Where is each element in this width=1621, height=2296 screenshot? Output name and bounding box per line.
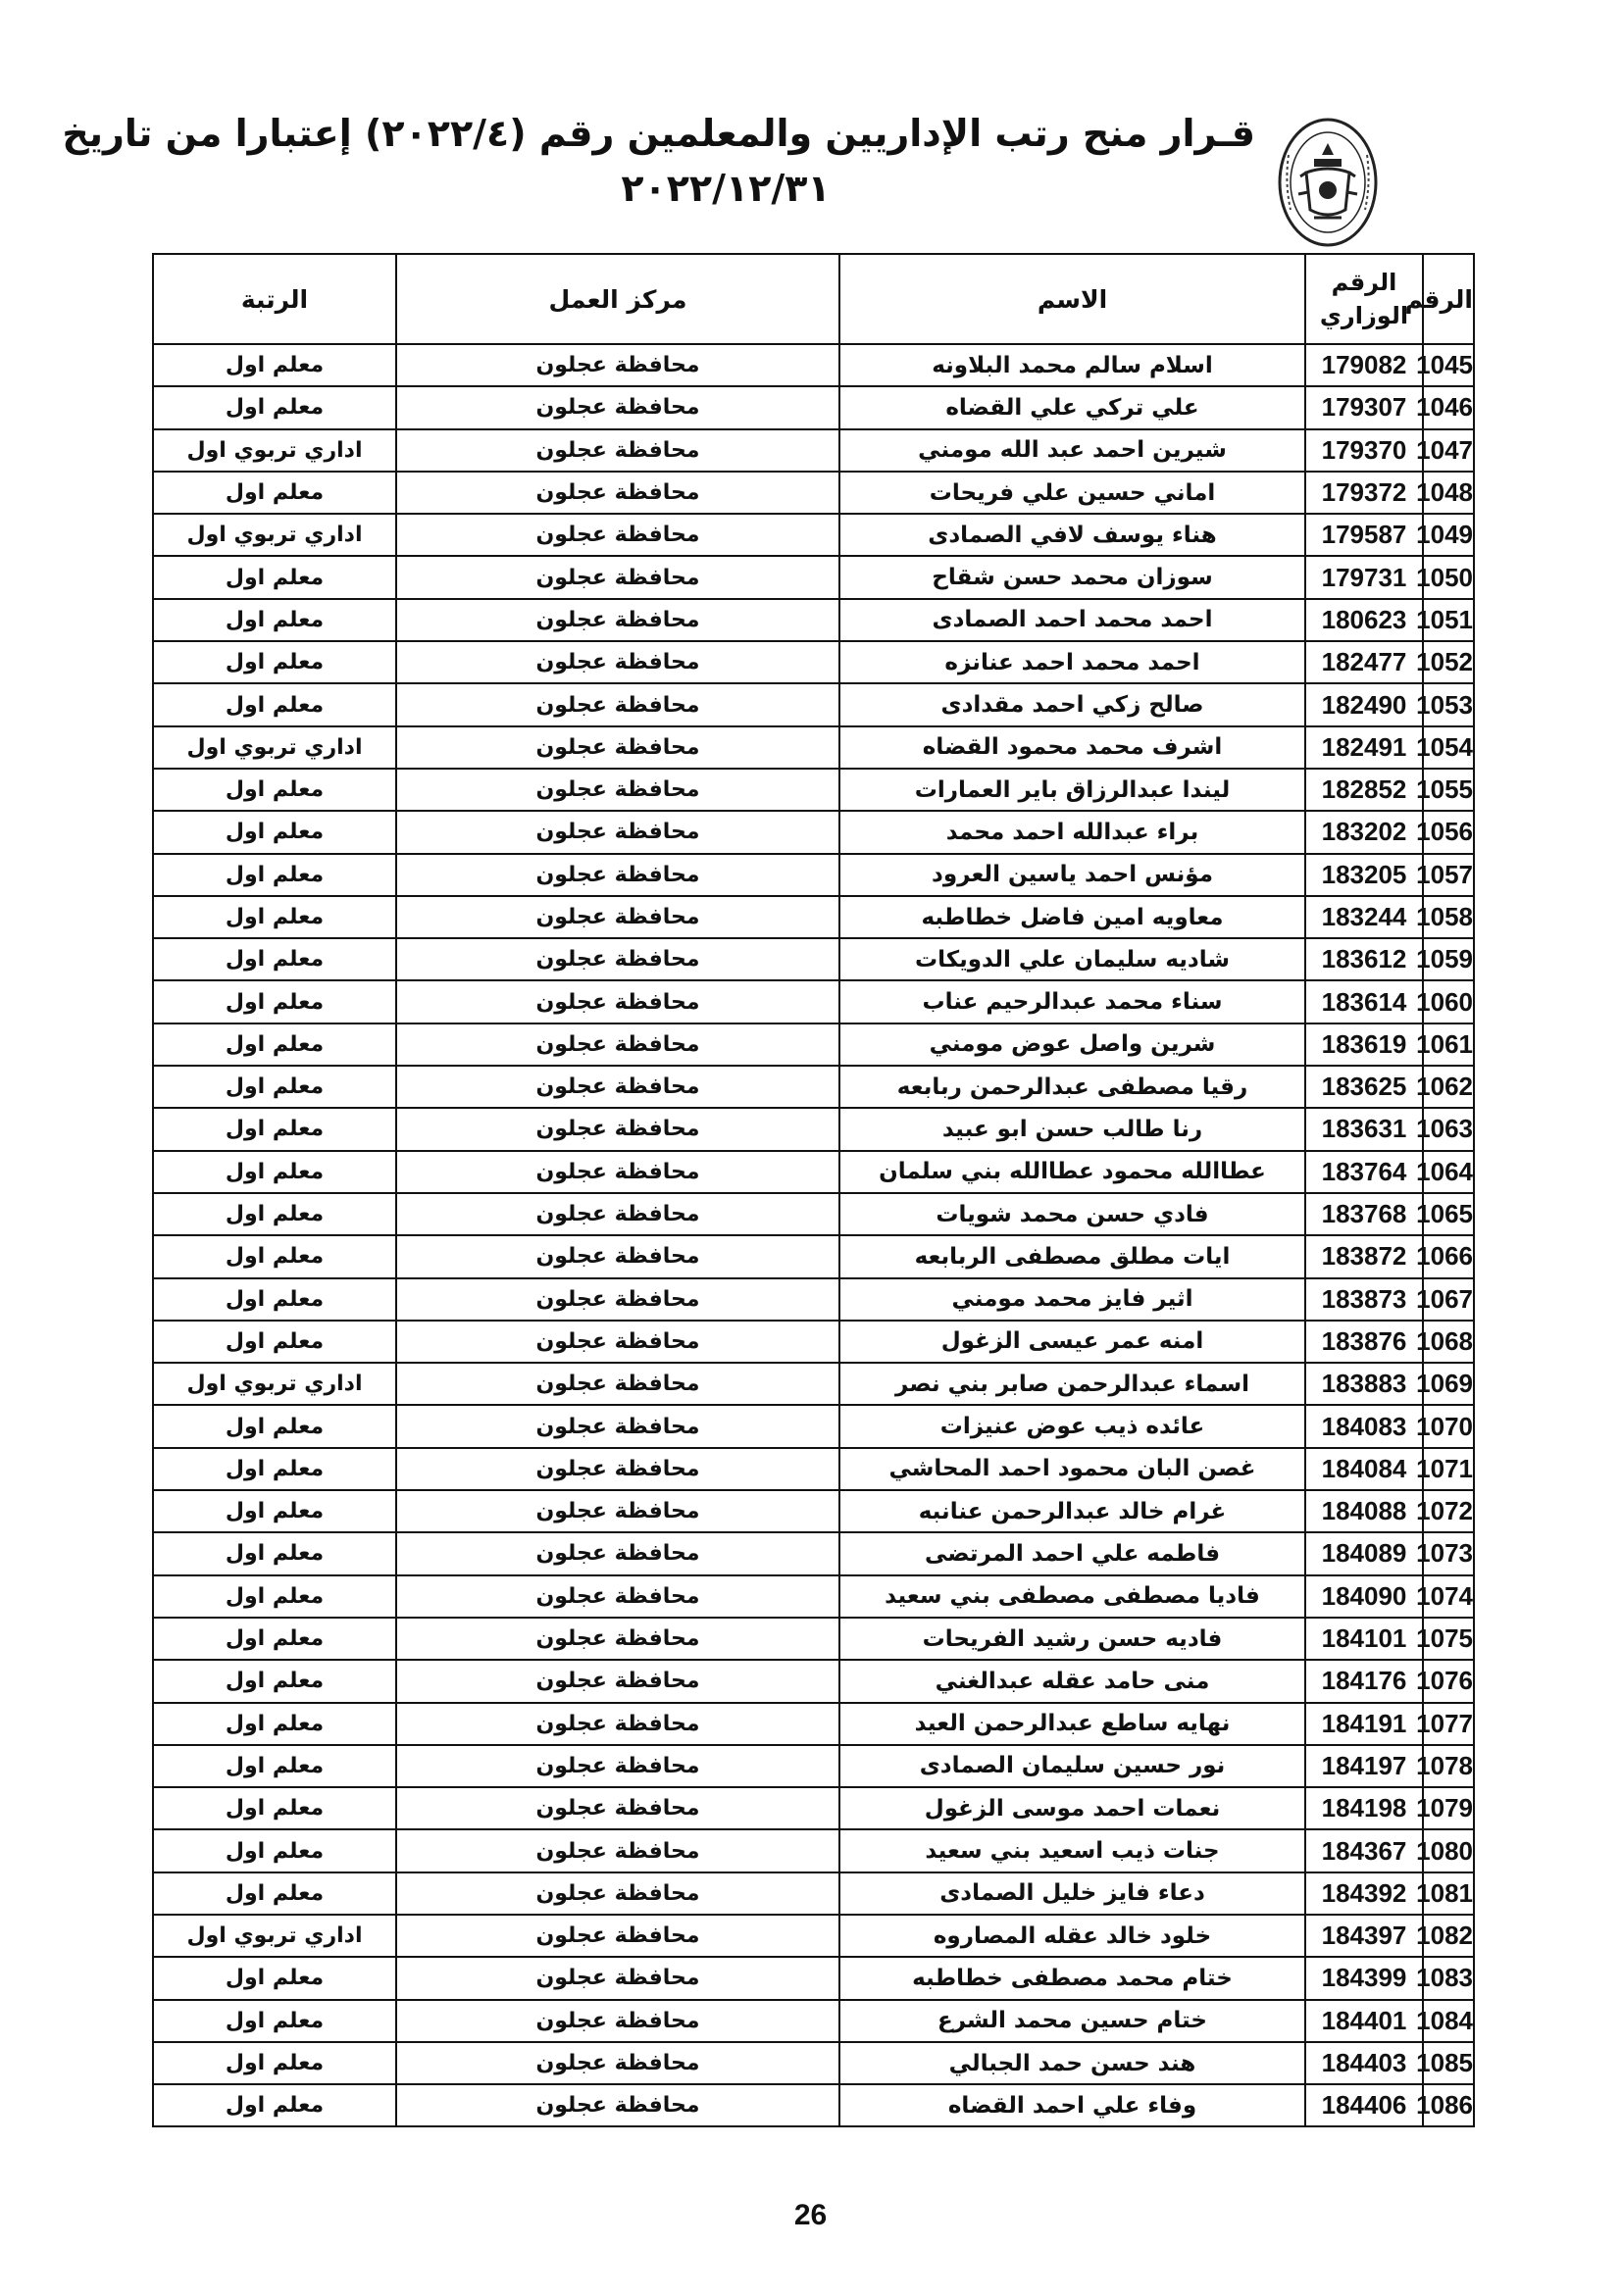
table-row xyxy=(153,2042,1474,2084)
cell-name: غصن البان محمود احمد المحاشي xyxy=(839,1448,1305,1490)
cell-name: فاطمه علي احمد المرتضى xyxy=(839,1532,1305,1574)
table-row xyxy=(153,1023,1474,1066)
cell-ministry-number: 179372 xyxy=(1305,472,1423,514)
cell-ministry-number: 180623 xyxy=(1305,599,1423,641)
cell-ministry-number: 184084 xyxy=(1305,1448,1423,1490)
cell-name: منى حامد عقله عبدالغني xyxy=(839,1660,1305,1702)
cell-seq: 1080 xyxy=(1423,1829,1474,1872)
table-row xyxy=(153,896,1474,938)
table-row xyxy=(153,1490,1474,1532)
cell-workplace: محافظة عجلون xyxy=(396,938,839,980)
cell-workplace: محافظة عجلون xyxy=(396,1829,839,1872)
cell-workplace: محافظة عجلون xyxy=(396,1448,839,1490)
table-row xyxy=(153,1405,1474,1447)
cell-rank: معلم اول xyxy=(153,769,396,811)
table-row xyxy=(153,1108,1474,1150)
cell-ministry-number: 184083 xyxy=(1305,1405,1423,1447)
cell-workplace: محافظة عجلون xyxy=(396,472,839,514)
cell-seq: 1065 xyxy=(1423,1193,1474,1235)
cell-workplace: محافظة عجلون xyxy=(396,1108,839,1150)
cell-name: هناء يوسف لافي الصمادى xyxy=(839,514,1305,556)
cell-seq: 1086 xyxy=(1423,2084,1474,2126)
table-row xyxy=(153,1915,1474,1957)
cell-name: شرين واصل عوض مومني xyxy=(839,1023,1305,1066)
cell-name: سوزان محمد حسن شقاح xyxy=(839,556,1305,598)
cell-seq: 1063 xyxy=(1423,1108,1474,1150)
cell-seq: 1046 xyxy=(1423,386,1474,428)
cell-ministry-number: 184403 xyxy=(1305,2042,1423,2084)
cell-rank: معلم اول xyxy=(153,2042,396,2084)
cell-seq: 1055 xyxy=(1423,769,1474,811)
table-row xyxy=(153,1363,1474,1405)
cell-name: رقيا مصطفى عبدالرحمن ربابعه xyxy=(839,1066,1305,1108)
cell-seq: 1072 xyxy=(1423,1490,1474,1532)
cell-ministry-number: 184088 xyxy=(1305,1490,1423,1532)
cell-name: اسلام سالم محمد البلاونه xyxy=(839,344,1305,386)
cell-rank: معلم اول xyxy=(153,344,396,386)
cell-workplace: محافظة عجلون xyxy=(396,1915,839,1957)
table-row xyxy=(153,1787,1474,1829)
cell-seq: 1047 xyxy=(1423,429,1474,472)
cell-rank: معلم اول xyxy=(153,1490,396,1532)
cell-rank: معلم اول xyxy=(153,1575,396,1618)
cell-seq: 1061 xyxy=(1423,1023,1474,1066)
cell-ministry-number: 183876 xyxy=(1305,1321,1423,1363)
cell-workplace: محافظة عجلون xyxy=(396,1872,839,1915)
cell-rank: معلم اول xyxy=(153,2084,396,2126)
cell-rank: معلم اول xyxy=(153,1448,396,1490)
cell-workplace: محافظة عجلون xyxy=(396,1745,839,1787)
cell-seq: 1082 xyxy=(1423,1915,1474,1957)
cell-name: صالح زكي احمد مقدادى xyxy=(839,683,1305,725)
table-row xyxy=(153,1193,1474,1235)
table-row xyxy=(153,1703,1474,1745)
cell-rank: معلم اول xyxy=(153,938,396,980)
table-row xyxy=(153,344,1474,386)
cell-rank: معلم اول xyxy=(153,1532,396,1574)
cell-workplace: محافظة عجلون xyxy=(396,1787,839,1829)
cell-ministry-number: 184191 xyxy=(1305,1703,1423,1745)
cell-rank: معلم اول xyxy=(153,1787,396,1829)
cell-workplace: محافظة عجلون xyxy=(396,2084,839,2126)
cell-rank: اداري تربوي اول xyxy=(153,514,396,556)
cell-workplace: محافظة عجلون xyxy=(396,1703,839,1745)
cell-seq: 1085 xyxy=(1423,2042,1474,2084)
cell-rank: معلم اول xyxy=(153,556,396,598)
cell-seq: 1062 xyxy=(1423,1066,1474,1108)
cell-workplace: محافظة عجلون xyxy=(396,641,839,683)
cell-rank: معلم اول xyxy=(153,1066,396,1108)
cell-ministry-number: 179731 xyxy=(1305,556,1423,598)
cell-name: ختام حسين محمد الشرع xyxy=(839,2000,1305,2042)
table-row xyxy=(153,2000,1474,2042)
table-header-row xyxy=(153,254,1474,344)
cell-name: ليندا عبدالرزاق باير العمارات xyxy=(839,769,1305,811)
cell-ministry-number: 183205 xyxy=(1305,854,1423,896)
page-title xyxy=(62,106,1255,216)
cell-seq: 1073 xyxy=(1423,1532,1474,1574)
page-number: 26 xyxy=(793,2199,828,2231)
table-row xyxy=(153,854,1474,896)
cell-workplace: محافظة عجلون xyxy=(396,514,839,556)
cell-seq: 1075 xyxy=(1423,1618,1474,1660)
cell-workplace: محافظة عجلون xyxy=(396,1660,839,1702)
ministry-emblem-icon xyxy=(1277,116,1379,249)
cell-seq: 1057 xyxy=(1423,854,1474,896)
cell-workplace: محافظة عجلون xyxy=(396,1151,839,1193)
table-row xyxy=(153,556,1474,598)
cell-workplace: محافظة عجلون xyxy=(396,980,839,1023)
cell-rank: معلم اول xyxy=(153,1745,396,1787)
cell-ministry-number: 184198 xyxy=(1305,1787,1423,1829)
header-rank: الرتبة xyxy=(153,254,396,344)
cell-seq: 1077 xyxy=(1423,1703,1474,1745)
cell-seq: 1049 xyxy=(1423,514,1474,556)
table-row xyxy=(153,980,1474,1023)
cell-name: غرام خالد عبدالرحمن عنانبه xyxy=(839,1490,1305,1532)
cell-ministry-number: 184401 xyxy=(1305,2000,1423,2042)
cell-seq: 1083 xyxy=(1423,1957,1474,1999)
cell-workplace: محافظة عجلون xyxy=(396,599,839,641)
cell-ministry-number: 184397 xyxy=(1305,1915,1423,1957)
cell-workplace: محافظة عجلون xyxy=(396,1321,839,1363)
cell-workplace: محافظة عجلون xyxy=(396,683,839,725)
table-row xyxy=(153,938,1474,980)
cell-rank: معلم اول xyxy=(153,1321,396,1363)
cell-ministry-number: 182490 xyxy=(1305,683,1423,725)
cell-rank: معلم اول xyxy=(153,1235,396,1277)
cell-seq: 1051 xyxy=(1423,599,1474,641)
cell-rank: معلم اول xyxy=(153,1872,396,1915)
table-row xyxy=(153,1532,1474,1574)
cell-rank: معلم اول xyxy=(153,896,396,938)
cell-workplace: محافظة عجلون xyxy=(396,344,839,386)
cell-workplace: محافظة عجلون xyxy=(396,1066,839,1108)
cell-name: فادي حسن محمد شويات xyxy=(839,1193,1305,1235)
cell-name: براء عبدالله احمد محمد xyxy=(839,811,1305,853)
cell-rank: معلم اول xyxy=(153,854,396,896)
cell-ministry-number: 183619 xyxy=(1305,1023,1423,1066)
cell-seq: 1084 xyxy=(1423,2000,1474,2042)
cell-ministry-number: 183873 xyxy=(1305,1278,1423,1321)
cell-name: نعمات احمد موسى الزغول xyxy=(839,1787,1305,1829)
cell-seq: 1078 xyxy=(1423,1745,1474,1787)
cell-name: نور حسين سليمان الصمادى xyxy=(839,1745,1305,1787)
cell-name: امنه عمر عيسى الزغول xyxy=(839,1321,1305,1363)
cell-workplace: محافظة عجلون xyxy=(396,854,839,896)
table-row xyxy=(153,1618,1474,1660)
cell-name: نهايه ساطع عبدالرحمن العيد xyxy=(839,1703,1305,1745)
cell-name: شيرين احمد عبد الله مومني xyxy=(839,429,1305,472)
cell-seq: 1053 xyxy=(1423,683,1474,725)
table-row xyxy=(153,429,1474,472)
cell-name: علي تركي علي القضاه xyxy=(839,386,1305,428)
table-row xyxy=(153,1321,1474,1363)
cell-name: فاديه حسن رشيد الفريحات xyxy=(839,1618,1305,1660)
cell-seq: 1068 xyxy=(1423,1321,1474,1363)
cell-seq: 1081 xyxy=(1423,1872,1474,1915)
table-row xyxy=(153,1660,1474,1702)
cell-name: اثير فايز محمد مومني xyxy=(839,1278,1305,1321)
title-line-2: ٢٠٢٢/١٢/٣١ xyxy=(621,167,831,210)
cell-workplace: محافظة عجلون xyxy=(396,896,839,938)
cell-rank: معلم اول xyxy=(153,1023,396,1066)
cell-workplace: محافظة عجلون xyxy=(396,1490,839,1532)
table-row xyxy=(153,1957,1474,1999)
cell-name: رنا طالب حسن ابو عبيد xyxy=(839,1108,1305,1150)
table-row xyxy=(153,811,1474,853)
cell-seq: 1050 xyxy=(1423,556,1474,598)
cell-rank: معلم اول xyxy=(153,811,396,853)
cell-workplace: محافظة عجلون xyxy=(396,1957,839,1999)
cell-ministry-number: 179370 xyxy=(1305,429,1423,472)
cell-name: شاديه سليمان علي الدويكات xyxy=(839,938,1305,980)
cell-seq: 1071 xyxy=(1423,1448,1474,1490)
cell-workplace: محافظة عجلون xyxy=(396,811,839,853)
table-row xyxy=(153,1829,1474,1872)
table-row xyxy=(153,769,1474,811)
cell-ministry-number: 182477 xyxy=(1305,641,1423,683)
cell-workplace: محافظة عجلون xyxy=(396,2000,839,2042)
cell-workplace: محافظة عجلون xyxy=(396,1235,839,1277)
cell-workplace: محافظة عجلون xyxy=(396,726,839,769)
cell-workplace: محافظة عجلون xyxy=(396,1618,839,1660)
cell-ministry-number: 182491 xyxy=(1305,726,1423,769)
header-ministry-number: الرقم الوزاري xyxy=(1305,254,1423,344)
cell-name: معاويه امين فاضل خطاطبه xyxy=(839,896,1305,938)
cell-workplace: محافظة عجلون xyxy=(396,1532,839,1574)
cell-name: خلود خالد عقله المصاروه xyxy=(839,1915,1305,1957)
cell-seq: 1069 xyxy=(1423,1363,1474,1405)
table-row xyxy=(153,1066,1474,1108)
cell-rank: معلم اول xyxy=(153,2000,396,2042)
cell-name: اشرف محمد محمود القضاه xyxy=(839,726,1305,769)
table-row xyxy=(153,1151,1474,1193)
cell-ministry-number: 184089 xyxy=(1305,1532,1423,1574)
cell-seq: 1070 xyxy=(1423,1405,1474,1447)
cell-name: اسماء عبدالرحمن صابر بني نصر xyxy=(839,1363,1305,1405)
cell-ministry-number: 184090 xyxy=(1305,1575,1423,1618)
cell-workplace: محافظة عجلون xyxy=(396,429,839,472)
cell-name: عائده ذيب عوض عنيزات xyxy=(839,1405,1305,1447)
cell-seq: 1048 xyxy=(1423,472,1474,514)
cell-name: ايات مطلق مصطفى الربابعه xyxy=(839,1235,1305,1277)
cell-workplace: محافظة عجلون xyxy=(396,1575,839,1618)
header-workplace: مركز العمل xyxy=(396,254,839,344)
cell-name: فاديا مصطفى مصطفى بني سعيد xyxy=(839,1575,1305,1618)
cell-name: جنات ذيب اسعيد بني سعيد xyxy=(839,1829,1305,1872)
table-row xyxy=(153,514,1474,556)
cell-rank: معلم اول xyxy=(153,980,396,1023)
cell-ministry-number: 183631 xyxy=(1305,1108,1423,1150)
cell-ministry-number: 183244 xyxy=(1305,896,1423,938)
cell-ministry-number: 179587 xyxy=(1305,514,1423,556)
table-row xyxy=(153,1235,1474,1277)
cell-ministry-number: 183883 xyxy=(1305,1363,1423,1405)
cell-rank: اداري تربوي اول xyxy=(153,429,396,472)
cell-workplace: محافظة عجلون xyxy=(396,386,839,428)
cell-ministry-number: 184176 xyxy=(1305,1660,1423,1702)
table-row xyxy=(153,683,1474,725)
cell-workplace: محافظة عجلون xyxy=(396,1023,839,1066)
header-name: الاسم xyxy=(839,254,1305,344)
cell-ministry-number: 183625 xyxy=(1305,1066,1423,1108)
table-row xyxy=(153,599,1474,641)
cell-rank: معلم اول xyxy=(153,1957,396,1999)
cell-name: اماني حسين علي فريحات xyxy=(839,472,1305,514)
cell-ministry-number: 184197 xyxy=(1305,1745,1423,1787)
cell-rank: معلم اول xyxy=(153,1703,396,1745)
table-row xyxy=(153,1745,1474,1787)
cell-rank: معلم اول xyxy=(153,1405,396,1447)
cell-ministry-number: 183612 xyxy=(1305,938,1423,980)
cell-ministry-number: 183872 xyxy=(1305,1235,1423,1277)
cell-seq: 1079 xyxy=(1423,1787,1474,1829)
table-row xyxy=(153,1575,1474,1618)
cell-rank: معلم اول xyxy=(153,1618,396,1660)
cell-seq: 1064 xyxy=(1423,1151,1474,1193)
cell-seq: 1067 xyxy=(1423,1278,1474,1321)
cell-seq: 1059 xyxy=(1423,938,1474,980)
ranks-table xyxy=(152,253,1475,2127)
cell-rank: معلم اول xyxy=(153,1193,396,1235)
cell-name: مؤنس احمد ياسين العرود xyxy=(839,854,1305,896)
cell-workplace: محافظة عجلون xyxy=(396,1193,839,1235)
cell-ministry-number: 184367 xyxy=(1305,1829,1423,1872)
cell-name: ختام محمد مصطفى خطاطبه xyxy=(839,1957,1305,1999)
cell-rank: اداري تربوي اول xyxy=(153,1363,396,1405)
cell-name: هند حسن حمد الجبالي xyxy=(839,2042,1305,2084)
cell-ministry-number: 179307 xyxy=(1305,386,1423,428)
cell-ministry-number: 179082 xyxy=(1305,344,1423,386)
cell-seq: 1058 xyxy=(1423,896,1474,938)
cell-rank: معلم اول xyxy=(153,1108,396,1150)
cell-rank: معلم اول xyxy=(153,1278,396,1321)
cell-rank: اداري تربوي اول xyxy=(153,1915,396,1957)
cell-name: وفاء علي احمد القضاه xyxy=(839,2084,1305,2126)
cell-rank: معلم اول xyxy=(153,386,396,428)
cell-workplace: محافظة عجلون xyxy=(396,769,839,811)
cell-rank: معلم اول xyxy=(153,1829,396,1872)
cell-seq: 1054 xyxy=(1423,726,1474,769)
cell-ministry-number: 184399 xyxy=(1305,1957,1423,1999)
cell-ministry-number: 183614 xyxy=(1305,980,1423,1023)
cell-seq: 1066 xyxy=(1423,1235,1474,1277)
table-row xyxy=(153,386,1474,428)
table-row xyxy=(153,1278,1474,1321)
table-row xyxy=(153,726,1474,769)
cell-workplace: محافظة عجلون xyxy=(396,1405,839,1447)
cell-seq: 1052 xyxy=(1423,641,1474,683)
cell-ministry-number: 183764 xyxy=(1305,1151,1423,1193)
cell-name: احمد محمد احمد الصمادى xyxy=(839,599,1305,641)
cell-rank: اداري تربوي اول xyxy=(153,726,396,769)
cell-seq: 1074 xyxy=(1423,1575,1474,1618)
table-row xyxy=(153,472,1474,514)
cell-ministry-number: 183768 xyxy=(1305,1193,1423,1235)
cell-ministry-number: 183202 xyxy=(1305,811,1423,853)
table-row xyxy=(153,1448,1474,1490)
cell-workplace: محافظة عجلون xyxy=(396,556,839,598)
table-row xyxy=(153,2084,1474,2126)
cell-rank: معلم اول xyxy=(153,472,396,514)
cell-workplace: محافظة عجلون xyxy=(396,2042,839,2084)
cell-seq: 1060 xyxy=(1423,980,1474,1023)
cell-rank: معلم اول xyxy=(153,599,396,641)
cell-ministry-number: 184101 xyxy=(1305,1618,1423,1660)
table-row xyxy=(153,641,1474,683)
cell-ministry-number: 184406 xyxy=(1305,2084,1423,2126)
cell-ministry-number: 182852 xyxy=(1305,769,1423,811)
cell-rank: معلم اول xyxy=(153,683,396,725)
table-row xyxy=(153,1872,1474,1915)
cell-rank: معلم اول xyxy=(153,1660,396,1702)
title-line-1: قـرار منح رتب الإداريين والمعلمين رقم (٢٠٢٢/٤) إعتبارا من تاريخ xyxy=(62,112,1255,155)
cell-name: عطاالله محمود عطاالله بني سلمان xyxy=(839,1151,1305,1193)
cell-name: دعاء فايز خليل الصمادى xyxy=(839,1872,1305,1915)
cell-seq: 1056 xyxy=(1423,811,1474,853)
cell-name: سناء محمد عبدالرحيم عناب xyxy=(839,980,1305,1023)
header-seq: الرقم xyxy=(1423,254,1474,344)
cell-workplace: محافظة عجلون xyxy=(396,1363,839,1405)
cell-workplace: محافظة عجلون xyxy=(396,1278,839,1321)
cell-rank: معلم اول xyxy=(153,641,396,683)
cell-ministry-number: 184392 xyxy=(1305,1872,1423,1915)
cell-rank: معلم اول xyxy=(153,1151,396,1193)
cell-seq: 1076 xyxy=(1423,1660,1474,1702)
cell-seq: 1045 xyxy=(1423,344,1474,386)
cell-name: احمد محمد احمد عنانزه xyxy=(839,641,1305,683)
